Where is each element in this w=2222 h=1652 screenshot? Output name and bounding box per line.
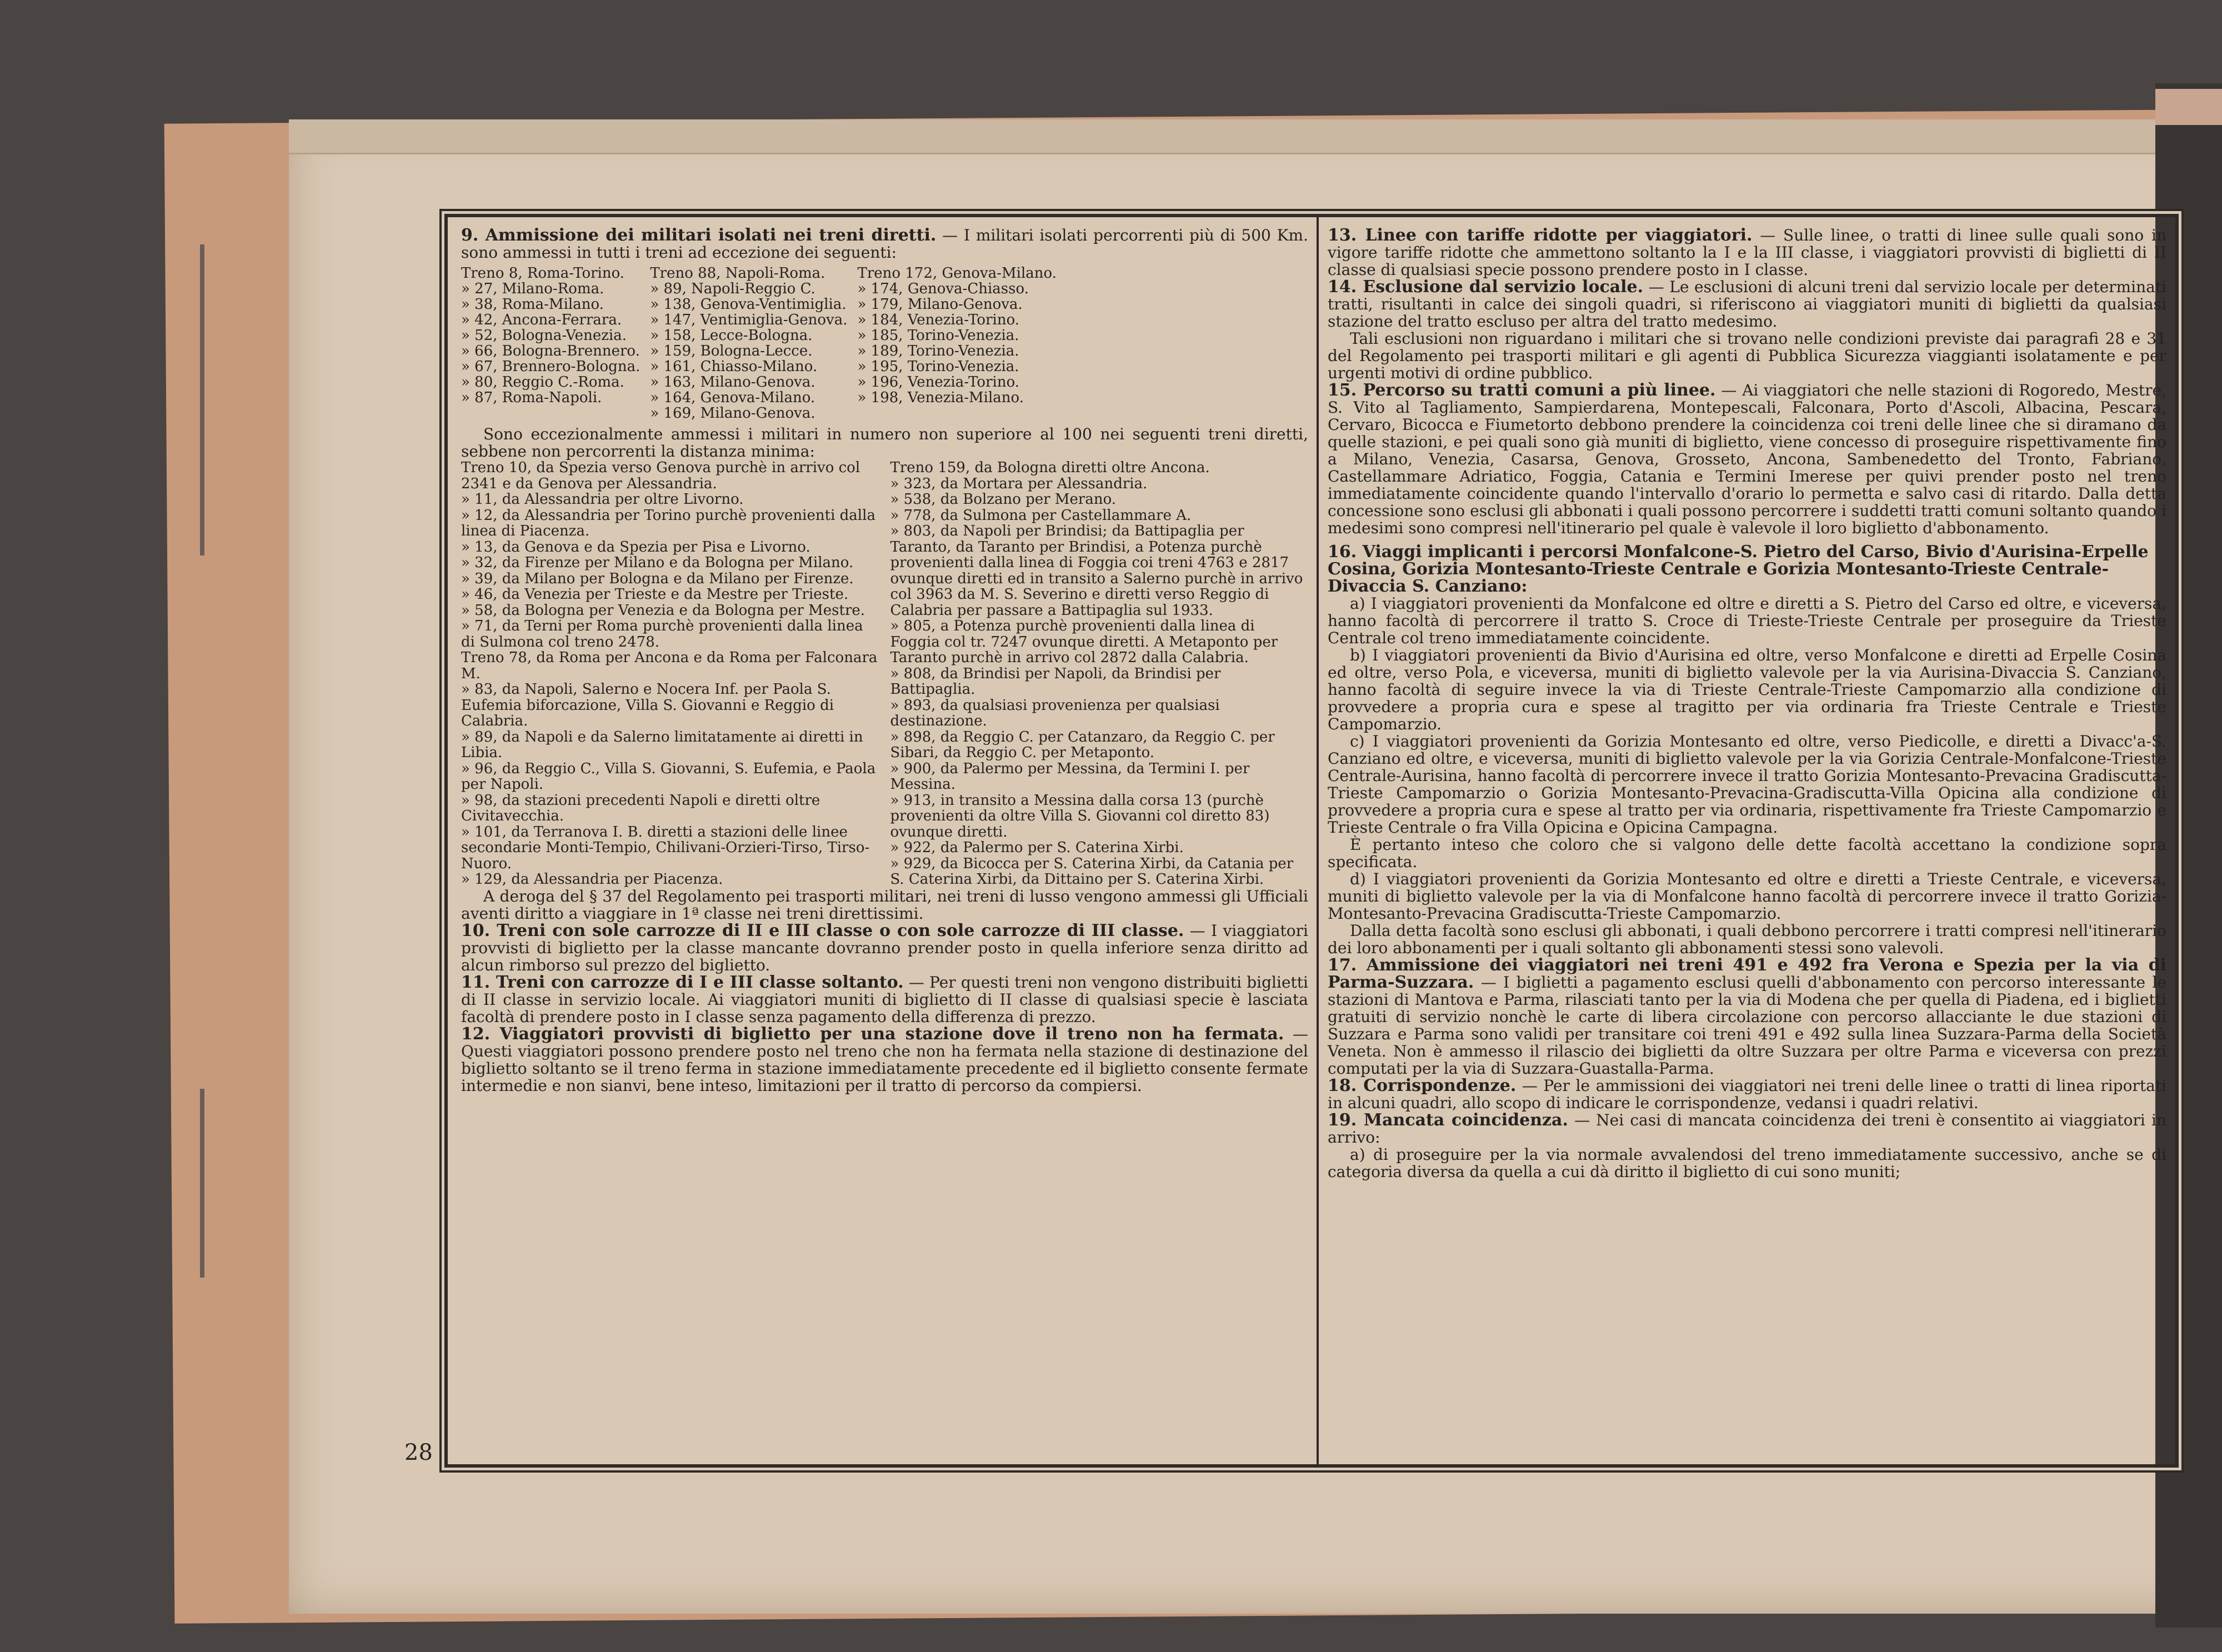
exception-train-entry: » 71, da Terni per Roma purchè provenienti dalla linea di Sulmona col treno 2478.: [461, 618, 863, 650]
section-11: [461, 974, 1308, 1025]
section-19-heading: 19. Mancata coincidenza.: [1328, 1110, 1568, 1130]
exception-trains: [461, 460, 1308, 888]
exception-train-entry: Treno 159, da Bologna diretti oltre Ancona.: [890, 459, 1210, 476]
exception-train-entry: » 96, da Reggio C., Villa S. Giovanni, S. Eufemia, e Paola per Napoli.: [461, 760, 876, 793]
section-10: [461, 922, 1308, 974]
exception-train-entry: » 129, da Alessandria per Piacenza.: [461, 871, 723, 888]
exception-train-entry: » 805, a Potenza purchè provenienti dalla linea di Foggia col tr. 7247 ovunque diretti. A Metaponto per Taranto purchè in arrivo col 2872 dalla Calabria.: [890, 618, 1278, 666]
column-divider: [1317, 214, 1319, 1465]
excluded-train-entry: » 159, Bologna-Lecce.: [650, 343, 813, 359]
section-9: [461, 227, 1308, 261]
section-13: [1328, 227, 2166, 278]
exception-train-entry: Treno 10, da Spezia verso Genova purchè in arrivo col 2341 e da Genova per Alessandria.: [461, 459, 860, 492]
exception-train-entry: » 898, da Reggio C. per Catanzaro, da Reggio C. per Sibari, da Reggio C. per Metaponto.: [890, 728, 1275, 761]
section-9-heading: 9. Ammissione dei militari isolati nei treni diretti.: [461, 226, 937, 245]
excluded-train-entry: » 164, Genova-Milano.: [650, 389, 815, 406]
excluded-train-entry: » 52, Bologna-Venezia.: [461, 327, 627, 344]
exception-train-entry: » 46, da Venezia per Trieste e da Mestre per Trieste.: [461, 586, 849, 603]
exception-train-entry: » 922, da Palermo per S. Caterina Xirbi.: [890, 839, 1184, 856]
section-16-d: d) I viaggiatori provenienti da Gorizia Montesanto ed oltre e diretti a Trieste Centrale, e viceversa, muniti di biglietto valevole per la via di Monfalcone hanno facoltà di percorrere invece il tratto Gorizia-Montesanto-Prevacina Gradiscutta-Trieste Campomarzio.: [1328, 870, 2166, 923]
section-10-body: — I viaggiatori provvisti di biglietto per la classe mancante dovranno prender posto in quella inferiore senza diritto ad alcun rimborso sul prezzo del biglietto.: [461, 921, 1308, 974]
spine-mark: [200, 244, 204, 555]
exception-train-entry: » 11, da Alessandria per oltre Livorno.: [461, 491, 744, 508]
exception-train-entry: » 89, da Napoli e da Salerno limitatamente ai diretti in Libia.: [461, 728, 863, 761]
excluded-trains-col-3: [858, 266, 1057, 421]
exception-train-entry: » 13, da Genova e da Spezia per Pisa e Livorno.: [461, 538, 810, 555]
section-14: [1328, 278, 2166, 330]
excluded-train-entry: » 169, Milano-Genova.: [650, 405, 815, 422]
section-12: [461, 1025, 1308, 1094]
section-17-body: — I biglietti a pagamento esclusi quelli d'abbonamento con percorso interessante le stazioni di Mantova e Parma, rilasciati tanto per la via di Modena che per quella di Piadena, ed i biglietti gratuiti di servizio nonchè le carte di libera circolazione con percorso allacciante le due stazioni di Suzzara e Parma sono validi per transitare coi treni 491 e 492 sulla linea Suzzara-Parma della Società Veneta. Non è ammesso il rilascio dei biglietti da oltre Suzzara per oltre Parma e viceversa con prezzi computati per la via di Suzzara-Guastalla-Parma.: [1328, 973, 2166, 1078]
excluded-train-entry: » 196, Venezia-Torino.: [857, 374, 1020, 391]
section-12-body: — Questi viaggiatori possono prendere posto nel treno che non ha fermata nella stazione di destinazione del biglietto soltanto se il treno ferma in stazione immediatamente precedente ed il biglietto consente fermate intermedie e non sianvi, bene inteso, limitazioni per il tratto di percorso da compiersi.: [461, 1024, 1308, 1095]
page-number: 28: [404, 1440, 433, 1465]
left-column: [461, 227, 1308, 1094]
excluded-train-entry: » 80, Reggio C.-Roma.: [461, 374, 624, 391]
section-13-body: — Sulle linee, o tratti di linee sulle quali sono in vigore tariffe ridotte che ammettono soltanto la I e la III classe, i viaggiatori provvisti di biglietti di II classe di qualsiasi specie possono prendere posto in I classe.: [1328, 226, 2166, 279]
section-11-body: — Per questi treni non vengono distribuiti biglietti di II classe in servizio locale. Ai viaggiatori muniti di biglietto di II classe di qualsiasi specie è lasciata facoltà di prendere posto in I classe senza pagamento della differenza di prezzo.: [461, 973, 1308, 1026]
excluded-trains-table: [461, 266, 1308, 421]
section-16-d-note: Dalla detta facoltà sono esclusi gli abbonati, i quali debbono percorrere i tratti compresi nell'itinerario dei loro abbonamenti per i quali soltanto gli abbonamenti stessi sono valevoli.: [1328, 922, 2166, 957]
exception-train-entry: » 913, in transito a Messina dalla corsa 13 (purchè provenienti da oltre Villa S. Giovanni col diretto 83) ovunque diretti.: [890, 792, 1270, 840]
section-9-intro: — I militari isolati percorrenti più di 500 Km. sono ammessi in tutti i treni ad eccezione dei seguenti:: [461, 226, 1309, 262]
section-15-heading: 15. Percorso su tratti comuni a più linee.: [1328, 381, 1716, 400]
exception-train-entry: » 323, da Mortara per Alessandria.: [890, 475, 1148, 492]
section-19-body: — Nei casi di mancata coincidenza dei treni è consentito ai viaggiatori in arrivo:: [1328, 1111, 2166, 1147]
excluded-train-entry: Treno 88, Napoli-Roma.: [650, 265, 825, 282]
excluded-trains-col-2: [650, 266, 847, 421]
section-14-body-2: Tali esclusioni non riguardano i militari che si trovano nelle condizioni previste dai paragrafi 28 e 31 del Regolamento pei trasporti militari e gli agenti di Pubblica Sicurezza viaggianti isolatamente e per urgenti motivi di ordine pubblico.: [1328, 329, 2166, 382]
excluded-train-entry: » 42, Ancona-Ferrara.: [461, 312, 622, 328]
exception-train-entry: » 893, da qualsiasi provenienza per qualsiasi destinazione.: [890, 697, 1220, 729]
exception-trains-col-b: [890, 460, 1309, 888]
excluded-train-entry: » 27, Milano-Roma.: [461, 281, 604, 297]
excluded-train-entry: » 147, Ventimiglia-Genova.: [650, 312, 848, 328]
excluded-trains-col-1: [461, 266, 640, 421]
section-18-heading: 18. Corrispondenze.: [1328, 1076, 1517, 1095]
excluded-train-entry: » 161, Chiasso-Milano.: [650, 358, 818, 375]
excluded-train-entry: » 87, Roma-Napoli.: [461, 389, 602, 406]
section-12-heading: 12. Viaggiatori provvisti di biglietto per una stazione dove il treno non ha fermata.: [461, 1024, 1284, 1044]
section-15-body: — Ai viaggiatori che nelle stazioni di Rogoredo, Mestre, S. Vito al Tagliamento, Sampierdarena, Montepescali, Falconara, Porto d'Ascoli, Albacina, Pescara, Cervaro, Bicocca e Fiumetorto debbono prendere la coincidenza coi treni delle linee che si diramano da quelle stazioni, e pei quali sono già muniti di biglietto, viene concesso di proseguire rispettivamente fino a Milano, Venezia, Casarsa, Genova, Grosseto, Ancona, Sambenedetto del Tronto, Fabriano, Castellammare Adriatico, Foggia, Catania e Termini Imerese per quivi prender posto nel treno immediatamente coincidente quando l'intervallo d'orario lo permetta e salvo casi di ritardo. Dalla detta concessione sono esclusi gli abbonati i quali possono percorrere i suddetti tratti comuni soltanto quando i medesimi sono compresi nell'itinerario pel quale è valevole il loro biglietto d'abbonamento.: [1328, 381, 2167, 537]
exception-train-entry: » 803, da Napoli per Brindisi; da Battipaglia per Taranto, da Taranto per Brindisi, a Potenza purchè provenienti dalla linea di Foggia coi treni 4763 e 2817 ovunque diretti ed in transito a Salerno purchè in arrivo col 3963 da M. S. Severino e diretti verso Reggio di Calabria per passare a Battipaglia sul 1933.: [890, 523, 1303, 619]
section-13-heading: 13. Linee con tariffe ridotte per viaggiatori.: [1328, 226, 1753, 245]
exception-train-entry: » 929, da Bicocca per S. Caterina Xirbi, da Catania per S. Caterina Xirbi, da Dittaino per S. Caterina Xirbi.: [890, 855, 1294, 888]
exception-train-entry: » 32, da Firenze per Milano e da Bologna per Milano.: [461, 554, 854, 571]
section-16-a: a) I viaggiatori provenienti da Monfalcone ed oltre e diretti a S. Pietro del Carso ed oltre, e viceversa, hanno facoltà di percorrere il tratto S. Croce di Trieste-Trieste Centrale per proseguire da Trieste Centrale col treno immediatamente coincidente.: [1328, 594, 2166, 647]
section-19-a: a) di proseguire per la via normale avvalendosi del treno immediatamente successivo, anche se di categoria diversa da quella a cui dà diritto il biglietto di cui sono muniti;: [1328, 1145, 2166, 1181]
section-9-exceptions-intro: Sono eccezionalmente ammessi i militari in numero non superiore al 100 nei seguenti treni diretti, sebbene non percorrenti la distanza minima:: [461, 425, 1308, 460]
exception-train-entry: » 101, da Terranova I. B. diretti a stazioni delle linee secondarie Monti-Tempio, Chilivani-Orzieri-Tirso, Tirso-Nuoro.: [461, 823, 870, 872]
exception-train-entry: » 58, da Bologna per Venezia e da Bologna per Mestre.: [461, 602, 865, 619]
spine-mark: [200, 1089, 204, 1278]
book-edge-tab: [2155, 89, 2222, 125]
excluded-train-entry: » 189, Torino-Venezia.: [857, 343, 1019, 359]
section-18: [1328, 1077, 2166, 1112]
section-14-body: — Le esclusioni di alcuni treni dal servizio locale per determinati tratti, risultanti in calce dei singoli quadri, si riferiscono ai viaggiatori muniti di biglietti da qualsiasi stazione del tratto escluso per altra del tratto medesimo.: [1328, 278, 2167, 331]
section-14-heading: 14. Esclusione dal servizio locale.: [1328, 277, 1644, 297]
section-11-heading: 11. Treni con carrozze di I e III classe soltanto.: [461, 972, 904, 992]
section-15: [1328, 382, 2166, 537]
excluded-train-entry: » 158, Lecce-Bologna.: [650, 327, 813, 344]
exception-train-entry: » 83, da Napoli, Salerno e Nocera Inf. per Paola S. Eufemia biforcazione, Villa S. Giovanni e Reggio di Calabria.: [461, 681, 834, 729]
section-18-body: — Per le ammissioni dei viaggiatori nei treni delle linee o tratti di linea riportati in alcuni quadri, allo scopo di indicare le corrispondenze, vedansi i quadri relativi.: [1328, 1077, 2166, 1112]
excluded-train-entry: » 67, Brennero-Bologna.: [461, 358, 640, 375]
exception-train-entry: » 808, da Brindisi per Napoli, da Brindisi per Battipaglia.: [890, 665, 1221, 698]
excluded-train-entry: » 38, Roma-Milano.: [461, 296, 604, 313]
excluded-train-entry: Treno 172, Genova-Milano.: [857, 265, 1057, 282]
excluded-train-entry: » 89, Napoli-Reggio C.: [650, 281, 815, 297]
exception-train-entry: » 39, da Milano per Bologna e da Milano per Firenze.: [461, 570, 854, 587]
exception-train-entry: » 778, da Sulmona per Castellammare A.: [890, 507, 1192, 524]
section-10-heading: 10. Treni con sole carrozze di II e III classe o con sole carrozze di III classe.: [461, 920, 1184, 940]
excluded-train-entry: » 163, Milano-Genova.: [650, 374, 815, 391]
excluded-train-entry: » 185, Torino-Venezia.: [857, 327, 1019, 344]
page-edge: [289, 119, 2203, 154]
excluded-train-entry: » 184, Venezia-Torino.: [857, 312, 1020, 328]
section-19: [1328, 1112, 2166, 1146]
section-17: [1328, 957, 2166, 1077]
right-column: [1328, 227, 2166, 1180]
exception-train-entry: » 538, da Bolzano per Merano.: [890, 491, 1117, 508]
section-16-b: b) I viaggiatori provenienti da Bivio d'Aurisina ed oltre, verso Monfalcone e diretti ad Erpelle Cosina ed oltre, verso Pola, e viceversa, muniti di biglietto valevole per la via Aurisina-Divaccia S. Canziano, hanno facoltà di seguire invece la via di Trieste Centrale-Trieste Campomarzio alla condizione di provvedere a propria cura e spese al tragitto per via ordinaria fra Trieste Centrale e Trieste Campomarzio.: [1328, 646, 2166, 733]
section-16-heading: 16. Viaggi implicanti i percorsi Monfalcone-S. Pietro del Carso, Bivio d'Aurisina-Erpelle Cosina, Gorizia Montesanto-Trieste Centrale e Gorizia Montesanto-Trieste Centrale-Divaccia S. Canziano:: [1328, 542, 2149, 596]
section-16-c: c) I viaggiatori provenienti da Gorizia Montesanto ed oltre, verso Piedicolle, e diretti a Divacc'a-S. Canziano ed oltre, e viceversa, muniti di biglietto valevole per la via Gorizia Centrale-Monfalcone-Trieste Centrale-Aurisina, hanno facoltà di percorrere invece il tratto Gorizia Montesanto-Prevacina Gradiscutta-Trieste Campomarzio o Gorizia Montesanto-Prevacina-Gradiscutta-Villa Opicina alla condizione di provvedere a propria cura e spese al tratto per via ordinaria, rispettivamente fra Trieste Campomarzio e Trieste Centrale o fra Villa Opicina e Opicina Campagna.: [1328, 732, 2166, 837]
excluded-train-entry: » 179, Milano-Genova.: [857, 296, 1023, 313]
excluded-train-entry: » 174, Genova-Chiasso.: [857, 281, 1029, 297]
exception-train-entry: » 12, da Alessandria per Torino purchè provenienti dalla linea di Piacenza.: [461, 507, 875, 539]
section-16-c-note: È pertanto inteso che coloro che si valgono delle dette facoltà accettano la condizione sopra specificata.: [1328, 835, 2166, 871]
exception-trains-col-a: [461, 460, 879, 888]
exception-train-entry: » 900, da Palermo per Messina, da Termini I. per Messina.: [890, 760, 1250, 793]
section-17-heading: 17. Ammissione dei viaggiatori nei treni 491 e 492 fra Verona e Spezia per la via di Parma-Suzzara.: [1328, 955, 2166, 992]
exception-train-entry: Treno 78, da Roma per Ancona e da Roma per Falconara M.: [461, 649, 878, 682]
excluded-train-entry: » 195, Torino-Venezia.: [857, 358, 1019, 375]
exception-train-entry: » 98, da stazioni precedenti Napoli e diretti oltre Civitavecchia.: [461, 792, 820, 824]
section-9-deroga: A deroga del § 37 del Regolamento pei trasporti militari, nei treni di lusso vengono ammessi gli Ufficiali aventi diritto a viaggiare in 1ª classe nei treni direttissimi.: [461, 887, 1308, 923]
excluded-train-entry: Treno 8, Roma-Torino.: [461, 265, 625, 282]
excluded-train-entry: » 66, Bologna-Brennero.: [461, 343, 640, 359]
excluded-train-entry: » 138, Genova-Ventimiglia.: [650, 296, 847, 313]
excluded-train-entry: » 198, Venezia-Milano.: [857, 389, 1024, 406]
